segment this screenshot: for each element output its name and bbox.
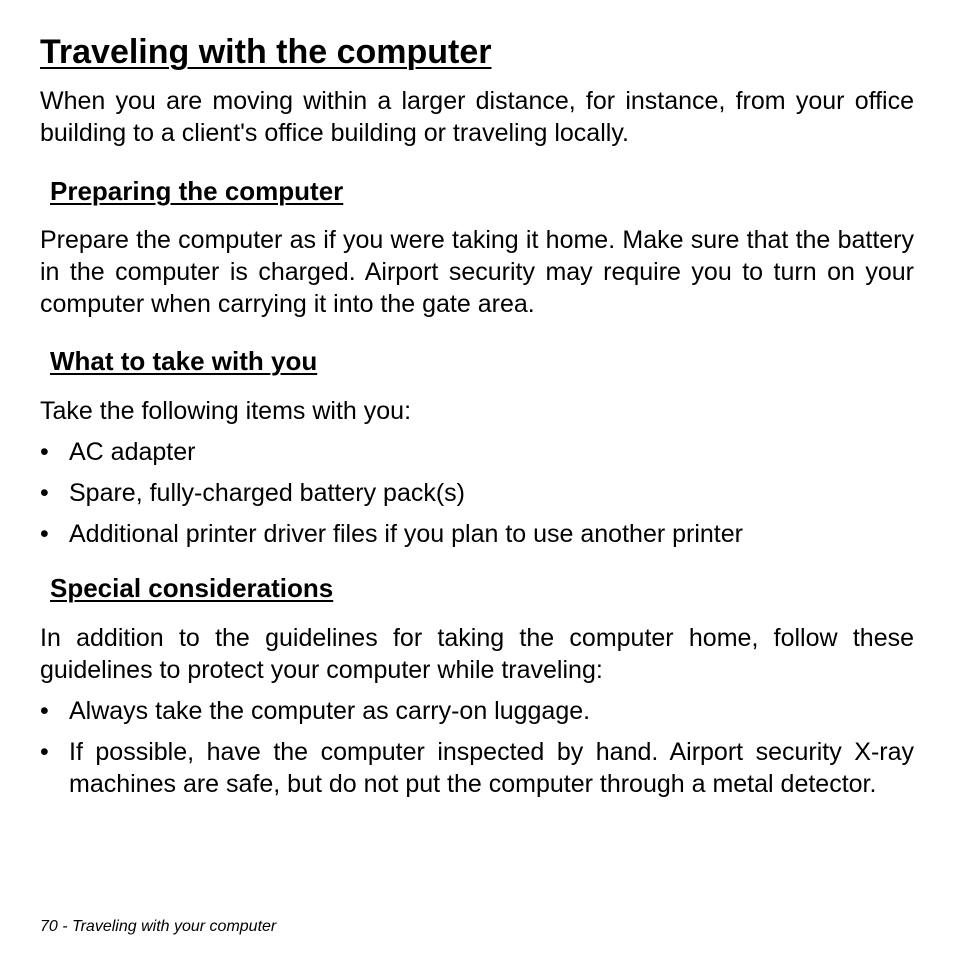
list-item: [40, 436, 914, 468]
bullet-icon: •: [40, 697, 49, 725]
list-item: [40, 477, 914, 509]
bullet-icon: •: [40, 479, 49, 507]
take-paragraph: Take the following items with you:: [40, 397, 412, 425]
page-title: Traveling with the computer: [40, 33, 492, 71]
section-heading-preparing: Preparing the computer: [50, 176, 344, 206]
document-page: [40, 30, 914, 800]
preparing-paragraph: Prepare the computer as if you were taking it home. Make sure that the battery in the computer is charged. Airport security may require you to turn on your computer when carrying it into the gate area.: [40, 226, 914, 318]
section-heading-special: Special considerations: [50, 573, 334, 603]
list-item-text: AC adapter: [69, 438, 196, 466]
list-item: [40, 518, 914, 550]
list-item: [40, 736, 914, 800]
bullet-icon: •: [40, 738, 49, 766]
bullet-icon: •: [40, 520, 49, 548]
intro-paragraph: When you are moving within a larger distance, for instance, from your office building to a client's office building or traveling locally.: [40, 87, 914, 147]
section-heading-take: What to take with you: [50, 346, 318, 376]
page-footer: 70 - Traveling with your computer: [40, 918, 277, 935]
bullet-icon: •: [40, 438, 49, 466]
list-item-text: If possible, have the computer inspected by hand. Airport security X-ray machines are safe, but do not put the computer through a metal detector.: [69, 738, 914, 798]
special-paragraph: In addition to the guidelines for taking the computer home, follow these guidelines to protect your computer while traveling:: [40, 624, 914, 684]
list-item: [40, 695, 914, 727]
special-list: [40, 695, 914, 800]
list-item-text: Additional printer driver files if you plan to use another printer: [69, 520, 743, 548]
take-list: [40, 436, 914, 550]
list-item-text: Always take the computer as carry-on luggage.: [69, 697, 591, 725]
list-item-text: Spare, fully-charged battery pack(s): [69, 479, 466, 507]
